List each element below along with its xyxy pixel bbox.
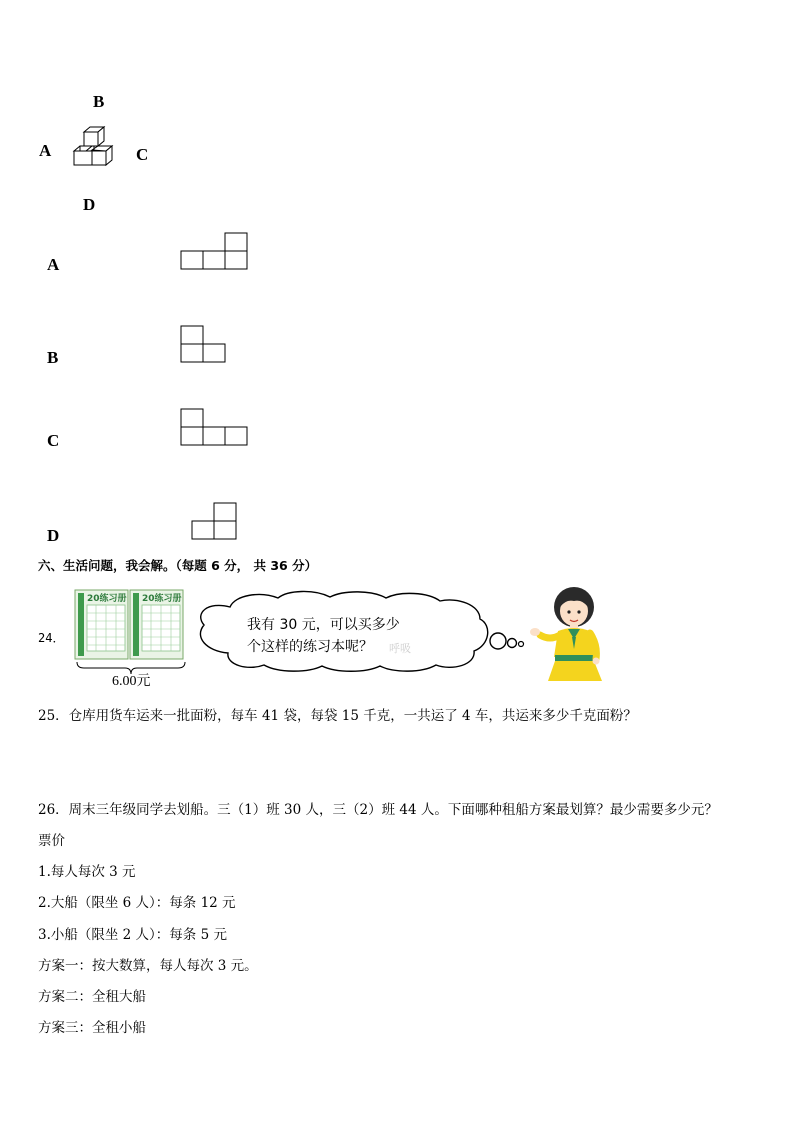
q26-plan-1: 方案一：按大数算，每人每次 3 元。: [38, 958, 258, 974]
q25-text: 25．仓库用货车运来一批面粉，每车 41 袋，每袋 15 千克，一共运了 4 车，共运来多少千克面粉？: [38, 708, 637, 724]
option-b-label: B: [47, 348, 59, 367]
q26-text: 26．周末三年级同学去划船。三（1）班 30 人，三（2）班 44 人。下面哪种租船方案最划算？最少需要多少元？: [38, 802, 718, 818]
cube-stack-figure: [70, 124, 122, 180]
q26-line-2: 2.大船（限坐 6 人）：每条 12 元: [38, 895, 236, 911]
q26-plan-3: 方案三：全租小船: [38, 1020, 146, 1036]
q26-line-1: 1.每人每次 3 元: [38, 864, 136, 880]
workbook-cover-text-right: 20练习册: [142, 594, 182, 604]
bubble-line-1: 我有 30 元，可以买多少: [247, 617, 400, 633]
workbook-price: 6.00元: [112, 674, 151, 689]
option-d-label: D: [47, 526, 60, 545]
cube-label-c: C: [136, 145, 149, 164]
workbook-cover-text-left: 20练习册: [87, 594, 127, 604]
bubble-faded-text: 呼吸: [389, 642, 411, 655]
option-b-view: [180, 325, 230, 365]
q26-line-3: 3.小船（限坐 2 人）：每条 5 元: [38, 927, 227, 943]
option-a-label: A: [47, 255, 60, 274]
bubble-line-2: 个这样的练习本呢？: [247, 639, 373, 655]
q24-number: 24．: [38, 631, 65, 645]
q26-price-title: 票价: [38, 833, 65, 849]
option-c-view: [180, 408, 252, 448]
girl-illustration: [524, 585, 608, 685]
cube-label-d: D: [83, 195, 96, 214]
section-title: 六、生活问题，我会解。（每题 6 分， 共 36 分）: [38, 558, 318, 573]
option-d-view: [191, 502, 241, 542]
q26-plan-2: 方案二：全租大船: [38, 989, 146, 1005]
option-a-view: [180, 232, 250, 272]
cube-label-a: A: [39, 141, 52, 160]
cube-label-b: B: [93, 92, 105, 111]
option-c-label: C: [47, 431, 60, 450]
